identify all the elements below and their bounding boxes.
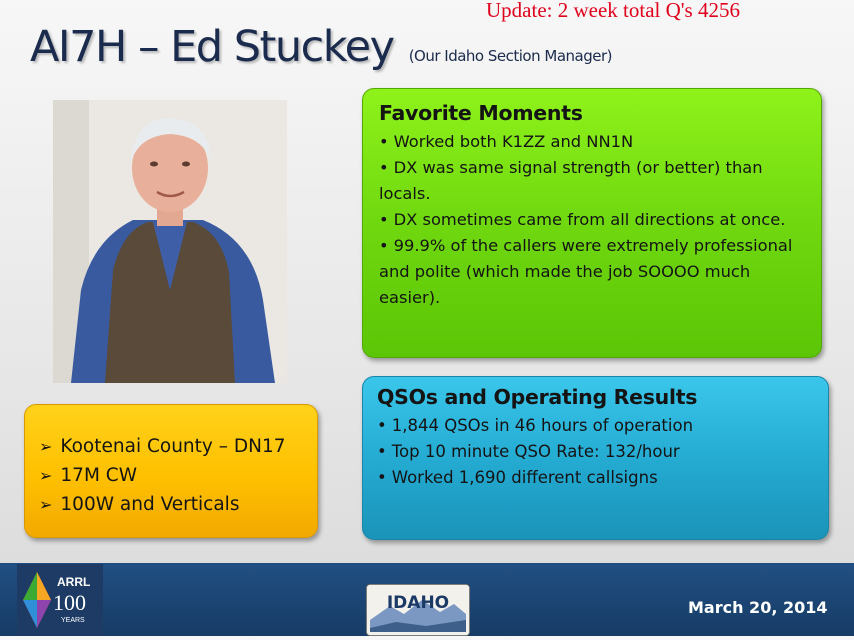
update-banner: Update: 2 week total Q's 4256 bbox=[486, 0, 740, 22]
arrl-logo-number: 100 bbox=[53, 590, 86, 615]
title-subtitle: (Our Idaho Section Manager) bbox=[408, 47, 612, 65]
arrow-bullet-icon: ➢ bbox=[39, 495, 53, 514]
qso-results-list bbox=[377, 413, 814, 491]
page-title bbox=[30, 22, 612, 72]
list-item: • 1,844 QSOs in 46 hours of operation bbox=[377, 416, 694, 435]
license-plate-icon bbox=[366, 584, 470, 636]
station-info-list bbox=[39, 432, 303, 519]
arrl-logo-years: YEARS bbox=[61, 617, 85, 624]
arrl-logo-text: ARRL bbox=[57, 575, 91, 589]
list-item: • 99.9% of the callers were extremely professional and polite (which made the job SOOOO much easier). bbox=[379, 236, 793, 307]
plate-text: IDAHO bbox=[386, 593, 450, 613]
arrl-100-logo bbox=[17, 564, 103, 636]
presentation-date: March 20, 2014 bbox=[688, 598, 828, 617]
favorite-moments-list bbox=[379, 129, 805, 311]
bullet-icon: • bbox=[379, 236, 389, 255]
bullet-icon: • bbox=[379, 158, 389, 177]
operator-photo-image bbox=[53, 100, 287, 383]
arrow-bullet-icon: ➢ bbox=[39, 437, 53, 456]
bullet-icon: • bbox=[379, 210, 389, 229]
bullet-icon: • bbox=[379, 132, 389, 151]
bullet-icon: • bbox=[377, 442, 387, 461]
list-item: ➢ 100W and Verticals bbox=[39, 494, 240, 515]
qso-results-heading: QSOs and Operating Results bbox=[377, 385, 698, 409]
list-item: ➢ 17M CW bbox=[39, 465, 137, 486]
title-main: AI7H – Ed Stuckey bbox=[30, 22, 394, 72]
bullet-icon: • bbox=[377, 468, 387, 487]
list-item: • Top 10 minute QSO Rate: 132/hour bbox=[377, 442, 680, 461]
idaho-plate-logo bbox=[366, 584, 470, 636]
list-item: • DX sometimes came from all directions at once. bbox=[379, 210, 786, 229]
qso-results-box bbox=[362, 376, 829, 540]
bullet-icon: • bbox=[377, 416, 387, 435]
list-item: • Worked both K1ZZ and NN1N bbox=[379, 132, 634, 151]
list-item: • Worked 1,690 different callsigns bbox=[377, 468, 658, 487]
favorite-moments-heading: Favorite Moments bbox=[379, 101, 583, 125]
list-item: • DX was same signal strength (or better) than locals. bbox=[379, 158, 763, 203]
operator-photo bbox=[53, 100, 287, 383]
list-item: ➢ Kootenai County – DN17 bbox=[39, 436, 286, 457]
arrl-diamond-icon bbox=[17, 564, 103, 636]
station-info-box bbox=[24, 404, 318, 538]
favorite-moments-box bbox=[362, 88, 822, 358]
arrow-bullet-icon: ➢ bbox=[39, 466, 53, 485]
